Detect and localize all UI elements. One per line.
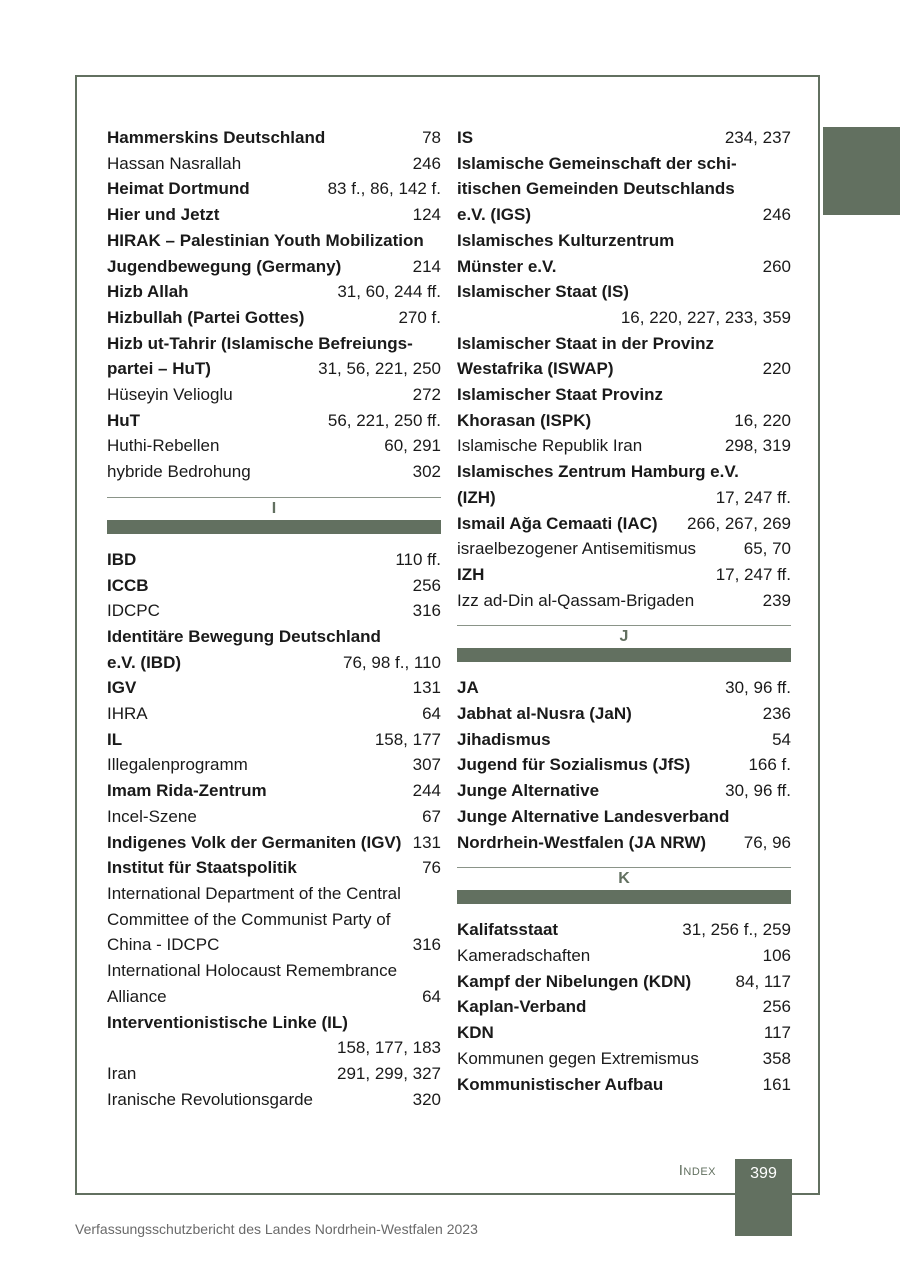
index-entry [457, 125, 791, 151]
index-entry [107, 881, 441, 958]
index-entry [457, 459, 791, 510]
index-page-refs: 30, 96 ff. [725, 678, 791, 698]
index-entry-row [457, 917, 791, 943]
index-entry-row [107, 701, 441, 727]
index-entry-row [457, 701, 791, 727]
index-entry [457, 969, 791, 995]
running-footer-title: Verfassungsschutzbericht des Landes Nordrhein-Westfalen 2023 [75, 1221, 478, 1237]
index-page-refs: 83 f., 86, 142 f. [327, 179, 441, 199]
index-entry-row [457, 727, 791, 753]
index-term-line: Committee of the Communist Party of [107, 909, 391, 929]
section-header-i [107, 497, 441, 534]
index-term: IDCPC [107, 601, 160, 621]
index-entry-row [457, 254, 791, 280]
index-entry [107, 1061, 441, 1087]
index-term: e.V. (IGS) [457, 205, 532, 225]
index-page-refs: 316 [412, 601, 441, 621]
index-entry [457, 562, 791, 588]
index-entry-row [107, 675, 441, 701]
index-page-refs: 358 [762, 1048, 791, 1068]
index-page-refs: 31, 256 f., 259 [682, 920, 791, 940]
index-term: Kaplan-Verband [457, 997, 587, 1017]
index-term-line: International Department of the Central [107, 883, 401, 903]
section-letter-i: I [271, 499, 277, 517]
section-header-k [457, 867, 791, 904]
index-term-line: Islamischer Staat Provinz [457, 385, 663, 405]
index-entry-row [457, 969, 791, 995]
index-entry-row [457, 485, 791, 511]
index-term: Alliance [107, 986, 167, 1006]
index-entry-row [107, 830, 441, 856]
index-entry-row [107, 598, 441, 624]
index-entry [457, 433, 791, 459]
index-term: Kommunistischer Aufbau [457, 1074, 664, 1094]
index-page-refs: 110 ff. [395, 549, 441, 569]
index-page-refs: 56, 221, 250 ff. [327, 410, 441, 430]
index-term: Hammerskins Deutschland [107, 128, 326, 147]
index-term: e.V. (IBD) [107, 652, 182, 672]
index-term: israelbezogener Antisemitismus [457, 539, 697, 559]
index-page-refs: 161 [762, 1074, 791, 1094]
index-term-line: International Holocaust Remembrance [107, 961, 398, 981]
index-entry-row [457, 830, 791, 856]
index-term: IZH [457, 564, 485, 584]
page-number-box [735, 1159, 792, 1236]
index-entry-row [457, 433, 791, 459]
index-term: Jugendbewegung (Germany) [107, 256, 342, 276]
index-page-refs: 17, 247 ff. [715, 564, 791, 584]
index-term: Incel-Szene [107, 806, 197, 826]
index-entry [457, 675, 791, 701]
index-term-line: Islamische Gemeinschaft der schi- [457, 153, 737, 173]
index-entry-row [457, 675, 791, 701]
index-page-refs: 316 [412, 935, 441, 955]
index-entry [107, 804, 441, 830]
thumb-index-tab [823, 127, 900, 215]
index-page-refs: 256 [412, 575, 441, 595]
index-entry-row [107, 305, 441, 331]
index-entry-row [107, 356, 441, 382]
index-page-refs: 117 [763, 1023, 791, 1043]
index-entry-row [107, 984, 441, 1010]
index-entry-row [107, 778, 441, 804]
index-term: IS [457, 128, 474, 147]
index-page-refs: 236 [762, 704, 791, 724]
index-entry [107, 331, 441, 382]
index-entry [457, 994, 791, 1020]
index-entry-row [107, 727, 441, 753]
index-term: HuT [107, 410, 141, 430]
index-entry [107, 778, 441, 804]
index-term: Iranische Revolutionsgarde [107, 1089, 314, 1109]
index-page-refs: 158, 177 [374, 729, 441, 749]
index-term: Indigenes Volk der Germaniten (IGV) [107, 832, 402, 852]
index-entry [107, 305, 441, 331]
index-entry [107, 279, 441, 305]
index-entry-row [457, 125, 791, 151]
index-term-line: itischen Gemeinden Deutschlands [457, 179, 735, 199]
index-entry-row [457, 562, 791, 588]
index-page-refs: 272 [412, 385, 441, 405]
index-term: Jihadismus [457, 729, 551, 749]
index-entry [107, 125, 441, 151]
index-entry [107, 382, 441, 408]
index-term: Kommunen gegen Extremismus [457, 1048, 699, 1068]
index-term: Kameradschaften [457, 945, 591, 965]
index-entry [107, 547, 441, 573]
index-entry [457, 1072, 791, 1098]
index-term-line: Islamischer Staat in der Provinz [457, 333, 714, 353]
index-entry-row [107, 408, 441, 434]
index-entry-row [107, 433, 441, 459]
index-entry [107, 228, 441, 279]
index-term: ICCB [107, 575, 149, 595]
index-page-refs: 65, 70 [743, 539, 791, 559]
entries-j [457, 675, 791, 855]
index-term-line: Hizb ut-Tahrir (Islamische Befreiungs- [107, 333, 413, 353]
index-entry [107, 624, 441, 675]
index-entry [107, 958, 441, 1009]
index-term: Nordrhein-Westfalen (JA NRW) [457, 832, 707, 852]
index-term: partei – HuT) [107, 359, 211, 379]
index-term: China - IDCPC [107, 935, 220, 955]
index-entry-row [107, 279, 441, 305]
index-entry-row [107, 932, 441, 958]
index-term: Khorasan (ISPK) [457, 410, 592, 430]
index-entry [107, 752, 441, 778]
index-term: Junge Alternative [457, 781, 600, 801]
index-term: Huthi-Rebellen [107, 436, 220, 456]
index-term: IGV [107, 678, 137, 698]
index-term: Imam Rida-Zentrum [107, 781, 267, 801]
footer-section-label: Index [678, 1162, 716, 1179]
index-page-refs: 246 [762, 205, 791, 225]
index-page-refs: 298, 319 [724, 436, 791, 456]
index-entry-row [457, 1046, 791, 1072]
index-page-refs: 124 [412, 205, 441, 225]
index-entry-row [107, 752, 441, 778]
index-term: JA [457, 678, 479, 698]
index-page-refs: 31, 60, 244 ff. [337, 282, 441, 302]
index-term: IL [107, 729, 123, 749]
index-term: Hier und Jetzt [107, 205, 220, 225]
index-entry [107, 573, 441, 599]
index-page-refs: 67 [422, 806, 441, 826]
index-term: Jabhat al-Nusra (JaN) [457, 704, 632, 724]
index-entry-row [107, 176, 441, 202]
index-entry-row [457, 588, 791, 614]
index-page-refs: 256 [762, 997, 791, 1017]
index-page-refs: 260 [762, 256, 791, 276]
index-page-refs: 320 [412, 1089, 441, 1109]
index-page-refs: 76 [422, 858, 441, 878]
index-page-refs: 270 f. [398, 307, 441, 327]
index-term: Izz ad-Din al-Qassam-Brigaden [457, 590, 695, 610]
index-term-line: Islamisches Zentrum Hamburg e.V. [457, 462, 739, 482]
index-entry [107, 151, 441, 177]
index-page-refs: 244 [412, 781, 441, 801]
index-page-refs: 54 [772, 729, 791, 749]
entries-k [457, 917, 791, 1097]
index-entry [457, 752, 791, 778]
index-entry [107, 675, 441, 701]
index-entry [107, 701, 441, 727]
index-entry [457, 588, 791, 614]
section-letter-k: K [618, 870, 630, 888]
index-page-refs: 246 [412, 153, 441, 173]
index-page-refs: 131 [412, 832, 441, 852]
index-page-refs: 131 [412, 678, 441, 698]
index-entry [457, 917, 791, 943]
index-page-refs: 17, 247 ff. [715, 487, 791, 507]
section-bar [457, 648, 791, 662]
index-term: Illegalenprogramm [107, 755, 248, 775]
index-entry-row [107, 1087, 441, 1113]
index-page-refs: 234, 237 [724, 128, 791, 147]
index-entry-row [457, 202, 791, 228]
index-entry-row [457, 943, 791, 969]
index-term: Kalifatsstaat [457, 920, 559, 940]
index-entry [107, 727, 441, 753]
index-term: Heimat Dortmund [107, 179, 250, 199]
index-entry [457, 778, 791, 804]
index-term: Hizb Allah [107, 282, 189, 302]
index-entry-row [107, 151, 441, 177]
index-page-refs: 76, 98 f., 110 [343, 652, 441, 672]
index-entry [107, 830, 441, 856]
section-header-j [457, 625, 791, 662]
index-page-refs: 307 [412, 755, 441, 775]
index-term: Jugend für Sozialismus (JfS) [457, 755, 691, 775]
index-term: Münster e.V. [457, 256, 557, 276]
index-term: Westafrika (ISWAP) [457, 359, 614, 379]
index-page-refs: 84, 117 [735, 971, 791, 991]
index-entry [107, 408, 441, 434]
index-term-line: Interventionistische Linke (IL) [107, 1012, 348, 1032]
index-page-refs: 158, 177, 183 [337, 1038, 441, 1058]
section-bar [107, 520, 441, 534]
index-entry-row [107, 382, 441, 408]
index-term: Kampf der Nibelungen (KDN) [457, 971, 692, 991]
index-entry-row [457, 994, 791, 1020]
index-entry [107, 433, 441, 459]
index-term: Ismail Ağa Cemaati (IAC) [457, 513, 658, 533]
index-page-refs: 60, 291 [384, 436, 441, 456]
index-entry [457, 536, 791, 562]
index-page-refs: 76, 96 [743, 832, 791, 852]
section-letter-j: J [619, 628, 629, 646]
index-entry [457, 279, 791, 330]
index-entry-row [457, 1020, 791, 1046]
index-entry [107, 598, 441, 624]
index-entry [107, 459, 441, 485]
entries-h [107, 125, 441, 485]
index-entry-row [457, 511, 791, 537]
index-entry-row [107, 254, 441, 280]
index-entry-row [457, 536, 791, 562]
index-page-refs: 239 [762, 590, 791, 610]
index-term: Iran [107, 1063, 137, 1083]
index-entry-row [457, 408, 791, 434]
page-number: 399 [750, 1165, 777, 1182]
index-entry [457, 1046, 791, 1072]
index-entry-row [107, 547, 441, 573]
index-entry [457, 804, 791, 855]
index-page-refs: 31, 56, 221, 250 [318, 359, 441, 379]
index-page-refs: 16, 220, 227, 233, 359 [620, 307, 791, 327]
index-entry [107, 202, 441, 228]
index-page-refs: 64 [422, 986, 441, 1006]
index-term: Islamische Republik Iran [457, 436, 643, 456]
index-entry-row [107, 459, 441, 485]
section-bar [457, 890, 791, 904]
index-page-refs: 16, 220 [734, 410, 791, 430]
index-entry [457, 331, 791, 382]
index-entry-row [107, 1061, 441, 1087]
index-entry [107, 176, 441, 202]
index-entry [107, 855, 441, 881]
index-term: KDN [457, 1023, 494, 1043]
index-entry [457, 382, 791, 433]
index-entry [457, 943, 791, 969]
index-term-line: Islamischer Staat (IS) [457, 282, 629, 302]
index-entry [457, 727, 791, 753]
index-entry [457, 228, 791, 279]
index-entry [107, 1087, 441, 1113]
index-entry-row [457, 778, 791, 804]
right-column [457, 125, 791, 1097]
index-term: IHRA [107, 704, 148, 724]
index-page-refs: 214 [412, 256, 441, 276]
index-term-line: Islamisches Kulturzentrum [457, 230, 675, 250]
index-entry [457, 151, 791, 228]
index-page-refs: 291, 299, 327 [337, 1063, 441, 1083]
index-term: Hassan Nasrallah [107, 153, 242, 173]
index-entry-row [457, 1072, 791, 1098]
index-entry-row [107, 650, 441, 676]
index-page-refs: 30, 96 ff. [725, 781, 791, 801]
index-entry-row [457, 752, 791, 778]
index-term-line: Junge Alternative Landesverband [457, 806, 730, 826]
index-entry-row [107, 855, 441, 881]
index-term: IBD [107, 549, 137, 569]
index-page-refs: 302 [412, 462, 441, 482]
index-term-line: Identitäre Bewegung Deutschland [107, 626, 381, 646]
index-entry-row [107, 125, 441, 151]
index-entry-row [107, 804, 441, 830]
entries-is [457, 125, 791, 613]
index-entry [107, 1010, 441, 1061]
left-column [107, 125, 441, 1112]
index-entry-row [107, 202, 441, 228]
index-entry [457, 511, 791, 537]
index-page-refs: 106 [762, 945, 791, 965]
index-entry-row [457, 356, 791, 382]
index-term: Hizbullah (Partei Gottes) [107, 307, 305, 327]
index-entry-row [107, 573, 441, 599]
index-page-refs: 220 [762, 359, 791, 379]
index-term: Institut für Staatspolitik [107, 858, 297, 878]
index-page-refs: 166 f. [748, 755, 791, 775]
index-term-line: HIRAK – Palestinian Youth Mobilization [107, 230, 424, 250]
index-term: (IZH) [457, 487, 496, 507]
index-entry [457, 1020, 791, 1046]
index-page-refs: 78 [422, 128, 441, 147]
index-term: hybride Bedrohung [107, 462, 251, 482]
index-term: Hüseyin Velioglu [107, 385, 233, 405]
index-page-refs: 266, 267, 269 [687, 513, 791, 533]
entries-i [107, 547, 441, 1112]
index-page-refs: 64 [422, 704, 441, 724]
index-entry [457, 701, 791, 727]
